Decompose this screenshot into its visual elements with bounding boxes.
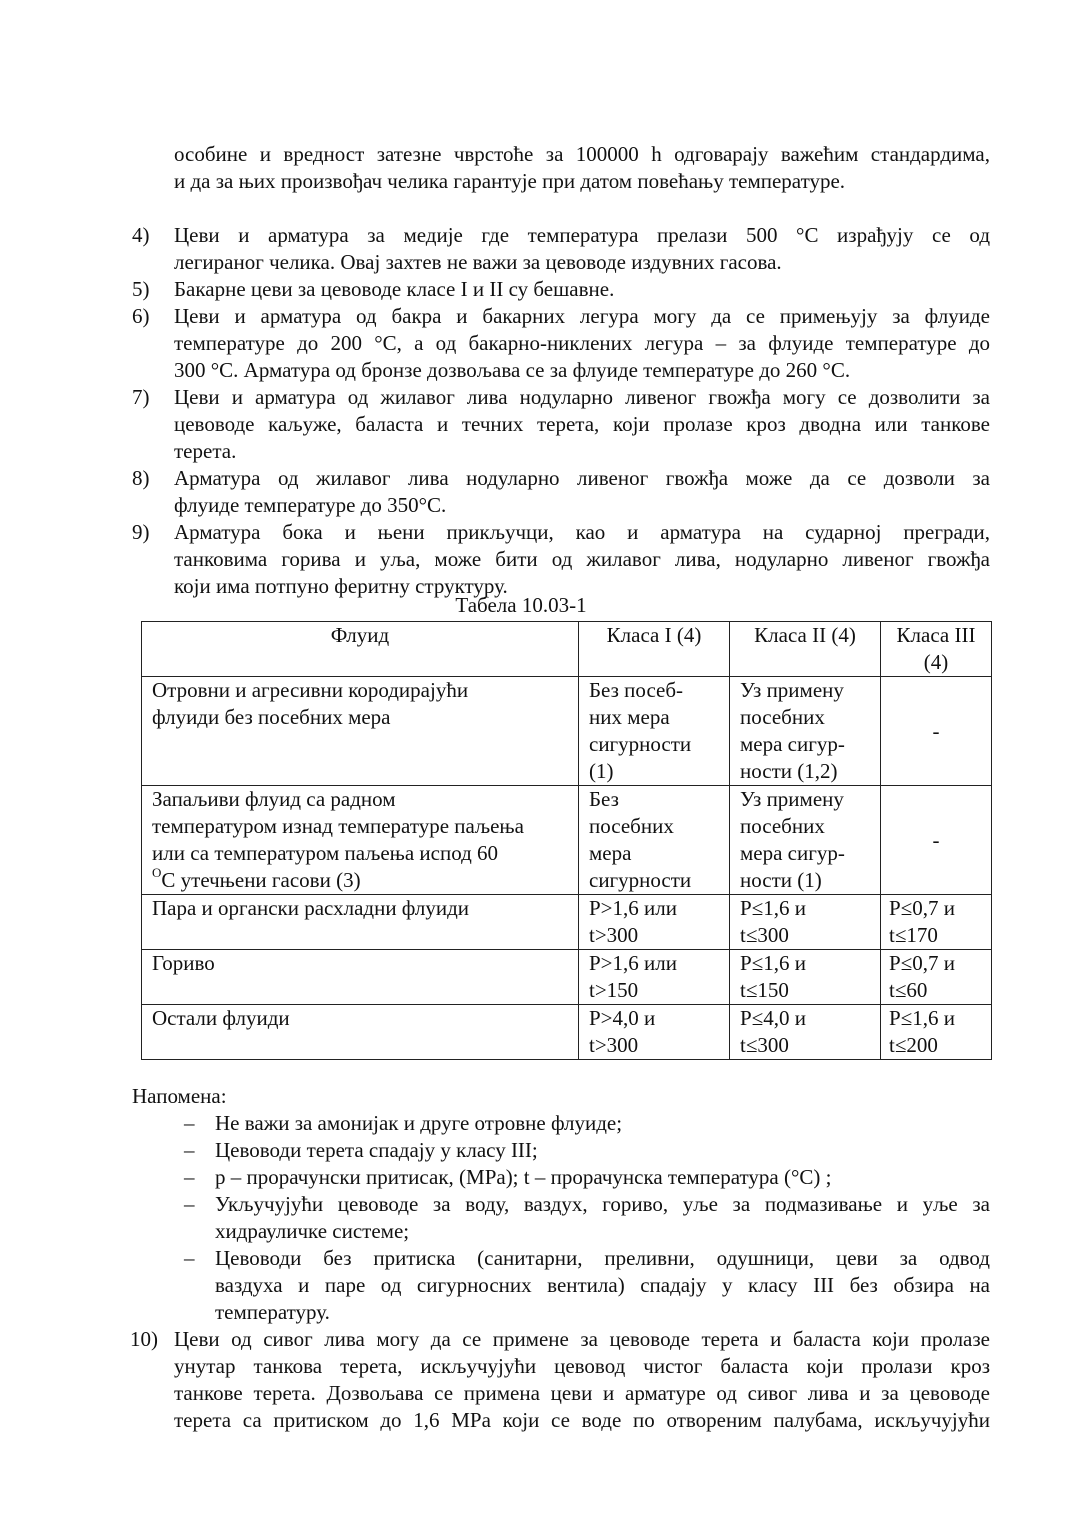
cell-class-1: P>1,6 или t>150 — [579, 950, 730, 1005]
text-line: Арматура од жилавог лива нодуларно ливеног гвожђа може да се дозволи за — [174, 466, 990, 490]
table-row — [142, 786, 992, 895]
text-line: танкове терета. Дозвољава се примена цеви и арматуре од сивог лива и за цевоводе — [174, 1381, 990, 1405]
text-line: Цеви и арматура од жилавог лива нодуларно ливеног гвожђа могу се дозволити за — [174, 385, 990, 409]
cell-class-1: Без посеб- них мера сигурности (1) — [579, 677, 730, 786]
item-number: 4) — [132, 223, 150, 247]
cell-class-2: P≤1,6 и t≤300 — [730, 895, 881, 950]
cell-fluid: Запаљиви флуид са радном температуром изнад температуре паљења или са температуром паљења испод 60 $^O$C утечњени гасови (3) — [142, 786, 579, 895]
cell-fluid: Гориво — [142, 950, 579, 1005]
header-class-2: Класа II (4) — [730, 622, 881, 677]
degree-superscript: O — [152, 865, 162, 880]
table-header-row — [142, 622, 992, 677]
text-line: температуре до 200 °C, а од бакарно-никлених легура – за флуиде температуре до — [174, 331, 990, 355]
table-caption: Табела 10.03-1 — [455, 593, 587, 617]
item-number: 5) — [132, 277, 150, 301]
dash-bullet: – — [184, 1165, 195, 1189]
table-row — [142, 895, 992, 950]
text-line: 300 °C. Арматура од бронзе дозвољава се за флуиде температуре до 260 °C. — [174, 358, 851, 382]
cell-class-3: - — [881, 677, 992, 786]
cell-fluid: Пара и органски расхладни флуиди — [142, 895, 579, 950]
cell-fluid: Отровни и агресивни кородирајући флуиди без посебних мера — [142, 677, 579, 786]
cell-class-3: P≤0,7 и t≤170 — [881, 895, 992, 950]
notes-title: Напомена: — [132, 1084, 227, 1108]
dash-bullet: – — [184, 1138, 195, 1162]
dash-bullet: – — [184, 1111, 195, 1135]
cell-class-3: P≤1,6 и t≤200 — [881, 1005, 992, 1060]
cell-class-1: Без посебних мера сигурности — [579, 786, 730, 895]
cell-class-2: Уз примену посебних мера сигур- ности (1,2) — [730, 677, 881, 786]
text-line: Цеви и арматура од бакра и бакарних легура могу да се примењују за флуиде — [174, 304, 990, 328]
dash-bullet: – — [184, 1246, 195, 1270]
cell-class-3: - — [881, 786, 992, 895]
text-line: и да за њих произвођач челика гарантује при датом повећању температуре. — [174, 169, 846, 193]
header-fluid: Флуид — [142, 622, 579, 677]
text-line: танковима горива и уља, може бити од жилавог лива, нодуларно ливеног гвожђа — [174, 547, 990, 571]
item-number: 10) — [130, 1327, 158, 1351]
text-line: флуиде температуре до 350°C. — [174, 493, 447, 517]
cell-class-2: P≤1,6 и t≤150 — [730, 950, 881, 1005]
item-number: 9) — [132, 520, 150, 544]
table-row — [142, 1005, 992, 1060]
header-class-3: Класа III (4) — [881, 622, 992, 677]
table-row — [142, 677, 992, 786]
text-line: Цеви од сивог лива могу да се примене за цевоводе терета и баласта који пролазе — [174, 1327, 990, 1351]
cell-class-2: Уз примену посебних мера сигур- ности (1) — [730, 786, 881, 895]
table-row — [142, 950, 992, 1005]
cell-class-1: P>4,0 и t>300 — [579, 1005, 730, 1060]
dash-bullet: – — [184, 1192, 195, 1216]
text-line: Цеви и арматура за медије где температура прелази 500 °C израђују се од — [174, 223, 990, 247]
text-line: терета са притиском до 1,6 MPa који се воде по отвореним палубама, искључујући — [174, 1408, 990, 1432]
cell-class-3: P≤0,7 и t≤60 — [881, 950, 992, 1005]
item-number: 6) — [132, 304, 150, 328]
text-line: особине и вредност затезне чврстоће за 100000 h одговарају важећим стандардима, — [174, 142, 990, 166]
text-line: који има потпуно феритну структуру. — [174, 574, 508, 598]
document-page: особине и вредност затезне чврстоће за 100000 h одговарају важећим стандардима, и да за њих произвођач челика гарантује при датом повећању температуре. 4) Цеви и арматура за медије где температура прелази 500 °C израђују се од легираног челика. Овај захтев не важи за цевоводе издувних гасова. 5) Бакарне цеви за цевоводе класе I и II су бешавне. 6) Цеви и арматура од бакра и бакарних легура могу да се примењују за флуиде температуре до 200 °C, а од бакарно-никлених легура – за флуиде температуре до 300 °C. Арматура од бронзе дозвољава се за флуиде температуре до 260 °C. 7) Цеви и арматура од жилавог лива нодуларно ливеног гвожђа могу се дозволити за цевоводе каљуже, баласта и течних терета, који пролазе кроз дводна или танкове терета. 8) Арматура од жилавог лива нодуларно ливеног гвожђа може да се дозволи за флуиде температуре до 350°C. 9) Арматура бока и њени прикључци, као и арматура на сударној прегради, танковима горива и уља, може бити од жилавог лива, нодуларно ливеног гвожђа који има потпуно феритну структуру. Табела 10.03-1 Флуид Класа I (4) Класа II (4) Класа III (4) Отровни и агресивни кородирајући флуиди без посебних мера Без посеб- них мера сигурности (1) Уз примену посебних мера сигур- ности (1,2) - Запаљиви флуид са радном температуром изнад температуре паљења или са температуром паљења испод 60 $^O$C утечњени гасови (3) Без посебних мера сигурности Уз примену посебних мера сигур- ности (1) - Пара и органски расхладни флуиди P>1,6 или t>300 P≤1,6 и t≤300 P≤0,7 и t≤170 Гориво P>1,6 или t>150 P≤1,6 и t≤150 P≤0,7 и t≤60 Остали флуиди P>4,0 и t>300 P≤4,0 и t≤300 P≤1,6 и t≤200 Напомена: – Не важи за амонијак и друге отровне флуиде; – Цевоводи терета спадају у класу III; – p – прорачунски притисак, (MPa); t – прорачунска температура (°C) ; – Укључујући цевоводе за воду, ваздух, гориво, уље за подмазивање и уље за хидрауличке системе; – Цевоводи без притиска (санитарни, преливни, одушници, цеви за одвод ваздуха и паре од сигурносних вентила) спадају у класу III без обзира на температуру. 10) Цеви од сивог лива могу да се примене за цевоводе терета и баласта који пролазе унутар танкова терета, искључујући цевовод чистог баласта који пролази кроз танкове терета. Дозвољава се примена цеви и арматуре од сивог лива и за цевоводе терета са притиском до 1,6 MPa који се воде по отвореним палубама, искључујући — [0, 0, 1090, 1530]
item-number: 7) — [132, 385, 150, 409]
intro-paragraph — [174, 141, 990, 195]
cell-class-2: P≤4,0 и t≤300 — [730, 1005, 881, 1060]
cell-fluid: Остали флуиди — [142, 1005, 579, 1060]
item-number: 8) — [132, 466, 150, 490]
header-class-1: Класа I (4) — [579, 622, 730, 677]
text-line: Бакарне цеви за цевоводе класе I и II су бешавне. — [174, 277, 615, 301]
cell-class-1: P>1,6 или t>300 — [579, 895, 730, 950]
text-line: цевоводе каљуже, баласта и течних терета, који пролазе кроз дводна или танкове — [174, 412, 990, 436]
fluid-class-table — [141, 621, 992, 1060]
text-line: Арматура бока и њени прикључци, као и арматура на сударној прегради, — [174, 520, 990, 544]
text-line: унутар танкова терета, искључујући цевовод чистог баласта који пролази кроз — [174, 1354, 990, 1378]
text-line: терета. — [174, 439, 237, 463]
text-line: легираног челика. Овај захтев не важи за цевоводе издувних гасова. — [174, 250, 782, 274]
